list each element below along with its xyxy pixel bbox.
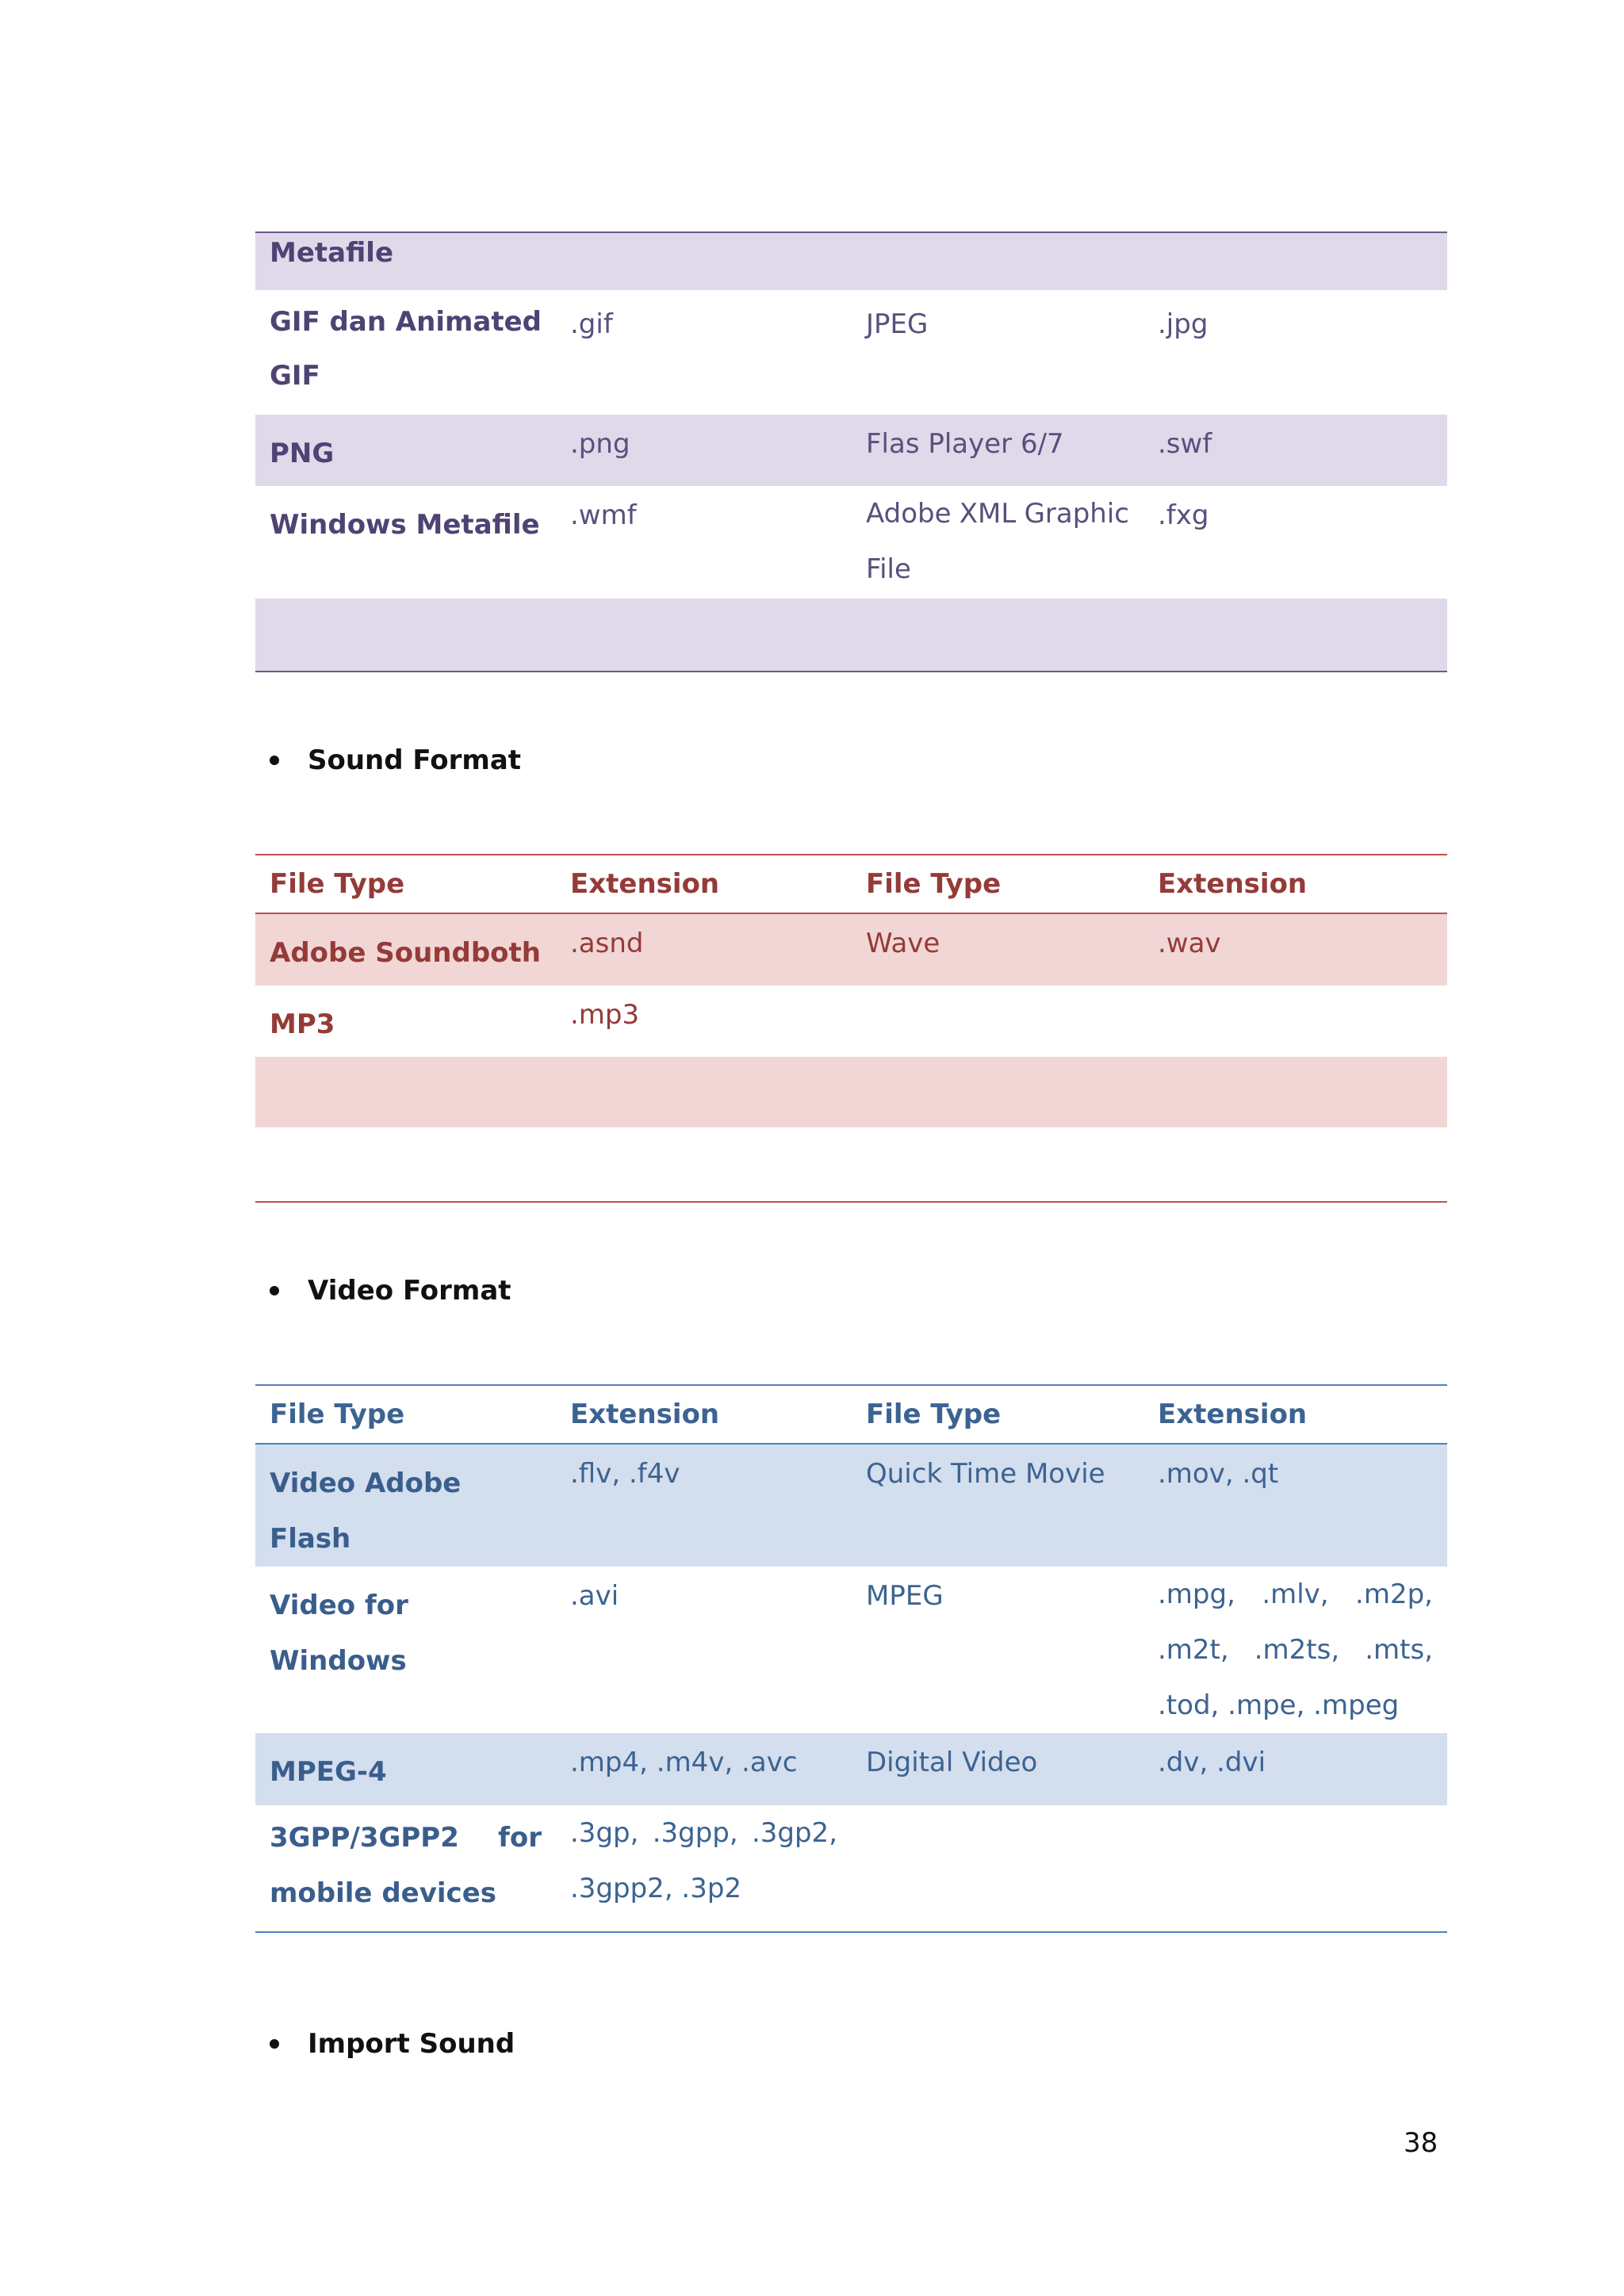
file-type-cell <box>852 985 1143 1057</box>
extension-cell: .png <box>556 415 852 486</box>
extension-cell <box>1143 1805 1447 1932</box>
file-type-cell: MPEG <box>852 1567 1143 1733</box>
file-type-cell: Video for Windows <box>255 1567 556 1733</box>
sound-format-table <box>255 854 1447 1203</box>
file-type-cell: 3GPP/3GPP2 for mobile devices <box>255 1805 556 1932</box>
extension-cell: .wav <box>1143 913 1447 985</box>
extension-cell: .fxg <box>1143 486 1447 599</box>
column-header: File Type <box>852 1385 1143 1444</box>
extension-cell: .asnd <box>556 913 852 985</box>
table-header-row <box>255 855 1447 913</box>
table-row <box>255 232 1447 290</box>
file-type-cell: JPEG <box>852 290 1143 415</box>
file-type-cell: Adobe Soundboth <box>255 913 556 985</box>
table-row <box>255 913 1447 985</box>
extension-cell: .3gp, .3gpp, .3gp2, .3gpp2, .3p2 <box>556 1805 852 1932</box>
column-header: Extension <box>1143 1385 1447 1444</box>
sound-format-heading: Sound Format <box>270 744 521 776</box>
column-header: Extension <box>1143 855 1447 913</box>
table-row <box>255 290 1447 415</box>
file-type-cell: PNG <box>255 415 556 486</box>
table-header-row <box>255 1385 1447 1444</box>
table-row <box>255 1057 1447 1127</box>
video-format-table <box>255 1384 1447 1933</box>
file-type-cell: Windows Metafile <box>255 486 556 599</box>
file-type-cell: MPEG-4 <box>255 1733 556 1805</box>
file-type-cell: Adobe XML Graphic File <box>852 486 1143 599</box>
page-number: 38 <box>1404 2127 1438 2159</box>
extension-cell <box>556 232 852 290</box>
file-type-cell: Flas Player 6/7 <box>852 415 1143 486</box>
extension-cell: .flv, .f4v <box>556 1444 852 1567</box>
table-row <box>255 1805 1447 1932</box>
file-type-cell: Quick Time Movie <box>852 1444 1143 1567</box>
table-row <box>255 415 1447 486</box>
table-row <box>255 1733 1447 1805</box>
file-type-cell <box>852 1805 1143 1932</box>
file-type-cell: Wave <box>852 913 1143 985</box>
extension-cell: .swf <box>1143 415 1447 486</box>
video-format-heading: Video Format <box>270 1275 511 1307</box>
table-row <box>255 1127 1447 1202</box>
table-row <box>255 486 1447 599</box>
image-format-table <box>255 232 1447 672</box>
file-type-cell: Digital Video <box>852 1733 1143 1805</box>
extension-cell: .mp4, .m4v, .avc <box>556 1733 852 1805</box>
column-header: File Type <box>852 855 1143 913</box>
bullet-icon <box>270 2039 279 2049</box>
extension-cell: .avi <box>556 1567 852 1733</box>
extension-cell: .mp3 <box>556 985 852 1057</box>
extension-cell <box>1143 232 1447 290</box>
extension-cell: .mov, .qt <box>1143 1444 1447 1567</box>
table-row <box>255 1567 1447 1733</box>
column-header: Extension <box>556 1385 852 1444</box>
column-header: File Type <box>255 855 556 913</box>
bullet-icon <box>270 756 279 765</box>
table-row <box>255 985 1447 1057</box>
extension-cell: .gif <box>556 290 852 415</box>
file-type-cell <box>852 232 1143 290</box>
table-row <box>255 1444 1447 1567</box>
file-type-cell: Video Adobe Flash <box>255 1444 556 1567</box>
extension-cell: .jpg <box>1143 290 1447 415</box>
file-type-cell: GIF dan Animated GIF <box>255 290 556 415</box>
extension-cell: .mpg, .mlv, .m2p, .m2t, .m2ts, .mts, .tod, .mpe, .mpeg <box>1143 1567 1447 1733</box>
bullet-icon <box>270 1286 279 1295</box>
column-header: File Type <box>255 1385 556 1444</box>
extension-cell: .dv, .dvi <box>1143 1733 1447 1805</box>
file-type-cell: MP3 <box>255 985 556 1057</box>
column-header: Extension <box>556 855 852 913</box>
table-row <box>255 599 1447 672</box>
extension-cell: .wmf <box>556 486 852 599</box>
import-sound-heading: Import Sound <box>270 2028 515 2060</box>
file-type-cell: Metafile <box>255 232 556 290</box>
extension-cell <box>1143 985 1447 1057</box>
